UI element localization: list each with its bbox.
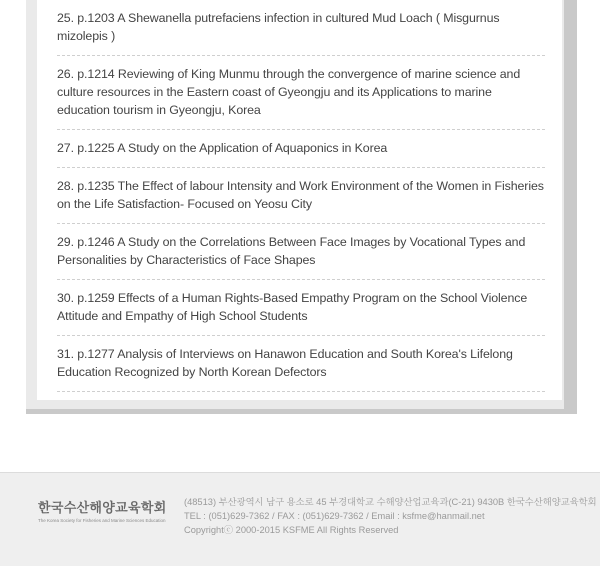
footer-info	[184, 495, 597, 537]
site-footer	[0, 472, 600, 566]
list-item	[57, 0, 545, 56]
article-link-27[interactable]: 27. p.1225 A Study on the Application of Aquaponics in Korea	[57, 141, 388, 155]
article-list	[57, 0, 545, 392]
article-link-28[interactable]: 28. p.1235 The Effect of labour Intensity and Work Environment of the Women in Fisheries on the Life Satisfaction- Focused on Yeosu City	[57, 179, 544, 211]
list-item	[57, 56, 545, 130]
list-item	[57, 130, 545, 168]
article-link-29[interactable]: 29. p.1246 A Study on the Correlations Between Face Images by Vocational Types and Personalities by Characteristics of Face Shapes	[57, 235, 526, 267]
article-link-31[interactable]: 31. p.1277 Analysis of Interviews on Hanawon Education and South Korea's Lifelong Education Recognized by North Korean Defectors	[57, 347, 513, 379]
article-list-panel	[37, 0, 562, 400]
logo-korean-text: 한국수산해양교육학회	[38, 500, 167, 515]
list-item	[57, 168, 545, 224]
list-item	[57, 280, 545, 336]
list-item	[57, 336, 545, 392]
logo-english-text: The Korea Society for Fisheries and Marine Sciences Education	[38, 518, 166, 523]
footer-contact: TEL : (051)629-7362 / FAX : (051)629-7362 / Email : ksfme@hanmail.net	[184, 511, 485, 521]
article-link-30[interactable]: 30. p.1259 Effects of a Human Rights-Based Empathy Program on the School Violence Attitude and Empathy of High School Students	[57, 291, 528, 323]
article-link-25[interactable]: 25. p.1203 A Shewanella putrefaciens infection in cultured Mud Loach ( Misgurnus mizolepis )	[57, 11, 500, 43]
footer-logo	[38, 497, 178, 523]
article-link-26[interactable]: 26. p.1214 Reviewing of King Munmu through the convergence of marine science and culture resources in the Eastern coast of Gyeongju and its Applications to marine education tourism in Gyeongju, Korea	[57, 67, 521, 117]
footer-copyright: Copyrightⓒ 2000-2015 KSFME All Rights Reserved	[184, 525, 399, 535]
list-item	[57, 224, 545, 280]
footer-address: (48513) 부산광역시 남구 용소로 45 부경대학교 수해양산업교육과(C-21) 9430B 한국수산해양교육학회	[184, 497, 597, 507]
